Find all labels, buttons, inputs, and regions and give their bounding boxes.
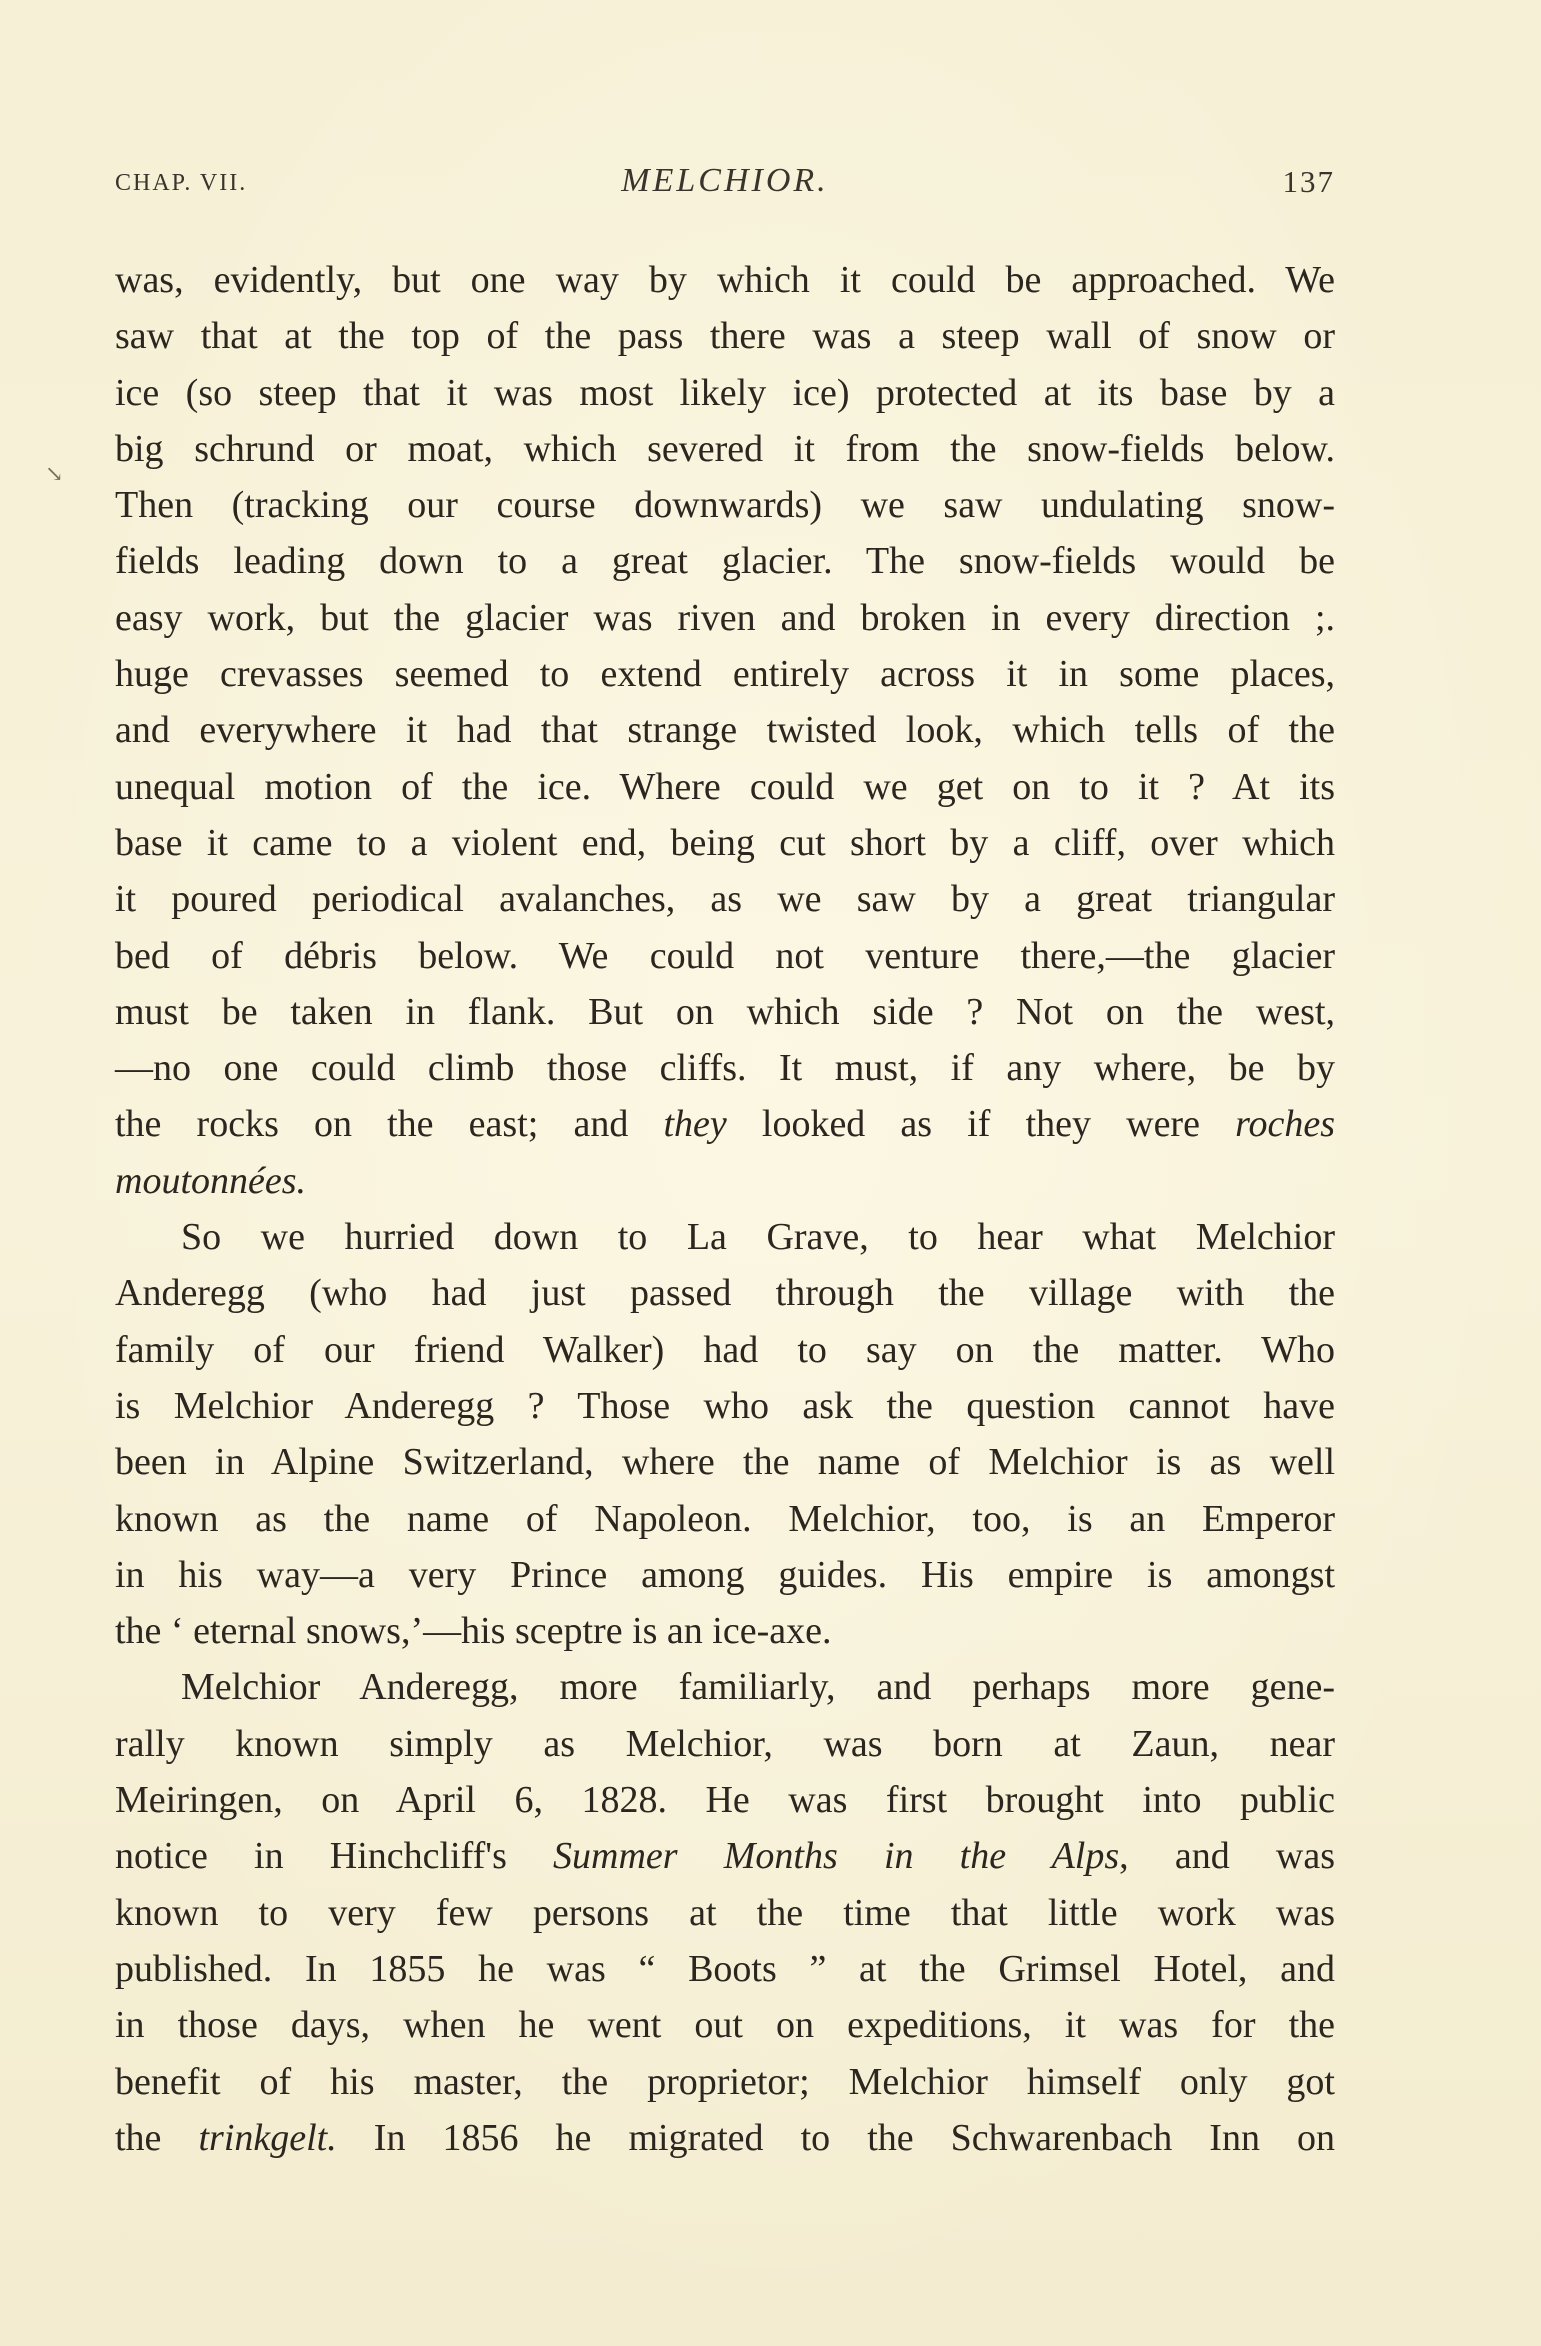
text-line: benefit of his master, the proprietor; Melchior himself only got — [115, 2060, 1335, 2103]
text-line: Then (tracking our course downwards) we saw undulating snow- — [115, 484, 1335, 527]
text-line: published. In 1855 he was “ Boots ” at the Grimsel Hotel, and — [115, 1947, 1335, 1990]
running-header — [115, 160, 1335, 208]
text-line: and everywhere it had that strange twisted look, which tells of the — [115, 709, 1335, 752]
text-fragment: notice in Hinchcliff's — [115, 1835, 554, 1878]
text-line: in his way—a very Prince among guides. His empire is amongst — [115, 1553, 1335, 1596]
italic-trinkgelt: trinkgelt. — [198, 2116, 337, 2159]
text-line-mixed — [115, 1828, 1335, 1884]
page-number: 137 — [1282, 164, 1335, 199]
text-line: rally known simply as Melchior, was born at Zaun, near — [115, 1722, 1335, 1765]
text-line: unequal motion of the ice. Where could we get on to it ? At its — [115, 765, 1335, 808]
paragraph-start: So we hurried down to La Grave, to hear what Melchior — [181, 1216, 1335, 1259]
text-line: it poured periodical avalanches, as we saw by a great triangular — [115, 878, 1335, 921]
text-fragment: , and was — [1119, 1835, 1335, 1878]
text-line: ice (so steep that it was most likely ice) protected at its base by a — [115, 371, 1335, 414]
text-line: was, evidently, but one way by which it could be approached. We — [115, 259, 1335, 301]
text-line: —no one could climb those cliffs. It must, if any where, be by — [115, 1047, 1335, 1090]
italic-book-title: Summer Months in the Alps — [553, 1835, 1120, 1878]
text-line: easy work, but the glacier was riven and broken in every direction ;. — [115, 596, 1335, 639]
text-line: saw that at the top of the pass there was a steep wall of snow or — [115, 315, 1335, 358]
text-line: must be taken in flank. But on which side ? Not on the west, — [115, 990, 1335, 1033]
body-text — [115, 252, 1335, 2166]
text-line: family of our friend Walker) had to say on the matter. Who — [115, 1328, 1335, 1371]
text-fragment: the rocks on the east; and — [115, 1103, 664, 1146]
italic-they: they — [663, 1103, 727, 1146]
text-line: is Melchior Anderegg ? Those who ask the question cannot have — [115, 1384, 1335, 1427]
italic-moutonnees: moutonnées. — [115, 1159, 307, 1202]
text-fragment: In 1856 he migrated to the Schwarenbach Inn on — [336, 2116, 1335, 2159]
paragraph-start: Melchior Anderegg, more familiarly, and perhaps more gene- — [181, 1666, 1335, 1709]
text-line: big schrund or moat, which severed it from the snow-fields below. — [115, 427, 1335, 470]
italic-roches: roches — [1235, 1103, 1335, 1146]
text-line-mixed — [115, 1096, 1335, 1152]
text-line: huge crevasses seemed to extend entirely across it in some places, — [115, 653, 1335, 696]
text-line: Meiringen, on April 6, 1828. He was first brought into public — [115, 1779, 1335, 1822]
text-line: known as the name of Napoleon. Melchior, too, is an Emperor — [115, 1497, 1335, 1540]
text-line: Anderegg (who had just passed through the village with the — [115, 1272, 1335, 1315]
text-line: base it came to a violent end, being cut short by a cliff, over which — [115, 821, 1335, 864]
text-line: in those days, when he went out on expeditions, it was for the — [115, 2004, 1335, 2047]
text-line: been in Alpine Switzerland, where the name of Melchior is as well — [115, 1441, 1335, 1484]
text-fragment: looked as if they were — [726, 1103, 1236, 1146]
text-line-mixed — [115, 2110, 1335, 2166]
text-line: known to very few persons at the time that little work was — [115, 1891, 1335, 1934]
text-line: bed of débris below. We could not venture there,—the glacier — [115, 934, 1335, 977]
text-line: the ‘ eternal snows,’—his sceptre is an ice-axe. — [115, 1610, 832, 1653]
text-line: fields leading down to a great glacier. The snow-fields would be — [115, 540, 1335, 583]
margin-mark: ↘ — [45, 462, 64, 487]
text-fragment: the — [115, 2116, 199, 2159]
running-title: MELCHIOR. — [621, 162, 829, 199]
chapter-label: CHAP. VII. — [115, 170, 248, 196]
